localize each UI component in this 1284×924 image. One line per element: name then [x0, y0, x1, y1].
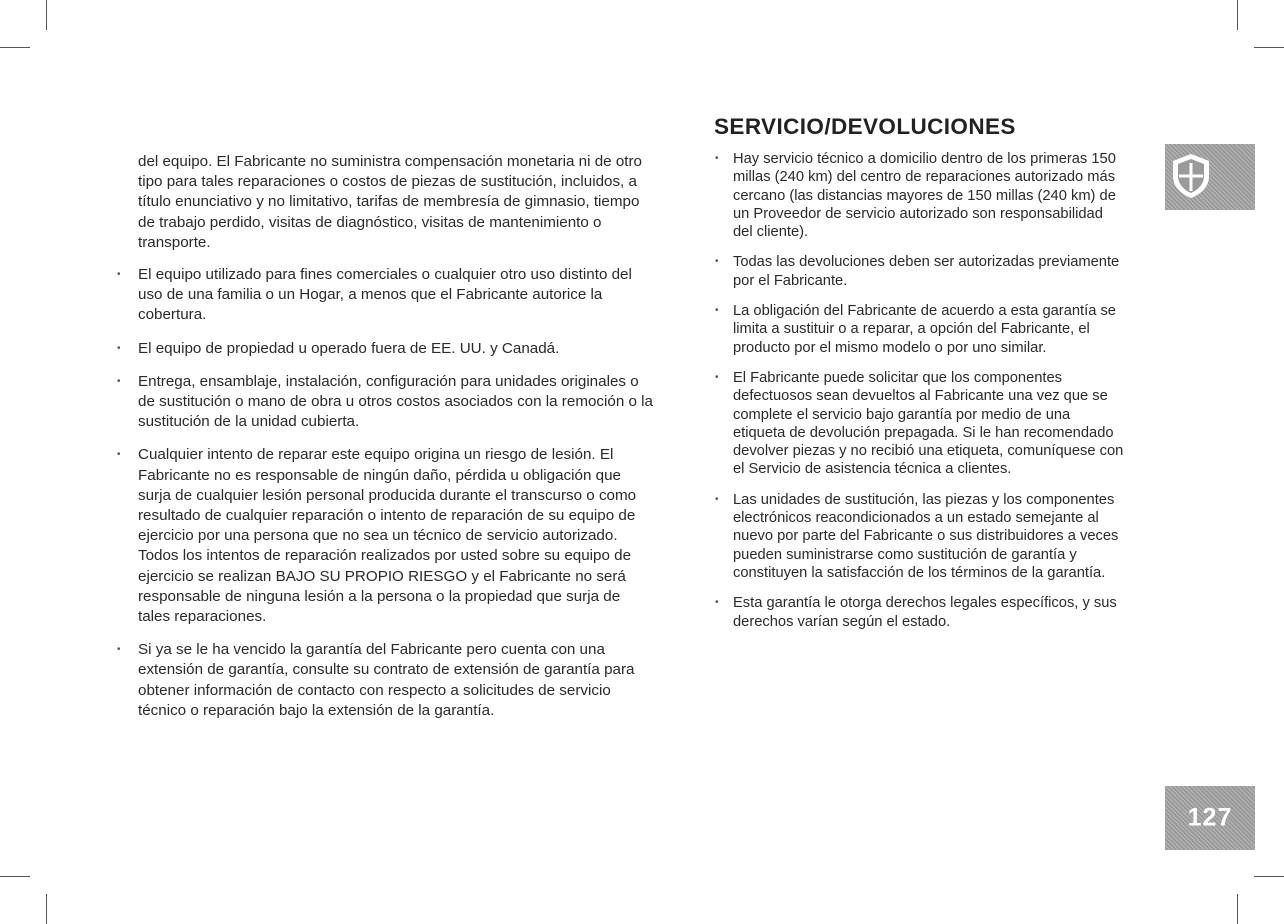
- list-item: • El equipo de propiedad u operado fuera de EE. UU. y Canadá.: [116, 339, 656, 359]
- section-tab: [1165, 144, 1255, 210]
- crop-mark: [1254, 876, 1284, 877]
- list-item: • Esta garantía le otorga derechos legales específicos, y sus derechos varían según el estado.: [714, 594, 1124, 631]
- list-item: • La obligación del Fabricante de acuerdo a esta garantía se limita a sustituir o a reparar, a opción del Fabricante, el producto por el mismo modelo o por uno similar.: [714, 302, 1124, 357]
- service-returns-list: [714, 150, 1124, 631]
- section-heading: SERVICIO/DEVOLUCIONES: [714, 114, 1016, 139]
- crop-mark: [46, 0, 47, 30]
- page-number-tab: [1165, 786, 1255, 850]
- right-column: [714, 114, 1124, 643]
- list-item: • Si ya se le ha vencido la garantía del Fabricante pero cuenta con una extensión de garantía, consulte su contrato de extensión de garantía para obtener información de contacto con respecto a solicitudes de servicio técnico o reparación bajo la extensión de la garantía.: [116, 640, 656, 721]
- crop-mark: [0, 47, 30, 48]
- list-item: • Cualquier intento de reparar este equipo origina un riesgo de lesión. El Fabricante no es responsable de ningún daño, pérdida u obligación que surja de cualquier lesión personal producida durante el transcurso o como resultado de cualquier reparación o intento de reparación de su equipo de ejercicio por una persona que no sea un técnico de servicio autorizado. Todos los intentos de reparación realizados por usted sobre su equipo de ejercicio se realizan BAJO SU PROPIO RIESGO y el Fabricante no será responsable de ninguna lesión a la persona o la propiedad que surja de tales reparaciones.: [116, 445, 656, 627]
- list-item: • Entrega, ensamblaje, instalación, configuración para unidades originales o de sustitución o mano de obra u otros costos asociados con la remoción o la sustitución de la unidad cubierta.: [116, 372, 656, 433]
- left-column: [116, 152, 656, 734]
- page-number: 127: [1187, 803, 1233, 832]
- list-item: • Las unidades de sustitución, las piezas y los componentes electrónicos reacondicionados a un estado semejante al nuevo por parte del Fabricante o sus distribuidores a veces pueden suministrarse como sustitución de garantía y constituyen la satisfacción de los términos de la garantía.: [714, 491, 1124, 582]
- crop-mark: [1237, 0, 1238, 30]
- crop-mark: [1237, 894, 1238, 924]
- lead-paragraph: del equipo. El Fabricante no suministra compensación monetaria ni de otro tipo para tales reparaciones o costos de piezas de sustitución, incluidos, a título enunciativo y no limitativo, tarifas de membresía de gimnasio, tiempo de trabajo perdido, visitas de diagnóstico, visitas de mantenimiento o transporte.: [138, 153, 642, 251]
- crop-mark: [0, 876, 30, 877]
- list-item: • Hay servicio técnico a domicilio dentro de los primeras 150 millas (240 km) del centro de reparaciones autorizado más cercano (las distancias mayores de 150 millas (240 km) de un Proveedor de servicio autorizado son responsabilidad del cliente).: [714, 150, 1124, 241]
- exclusions-list: [116, 265, 656, 721]
- shield-cross-icon: [1167, 151, 1215, 201]
- list-item: • El Fabricante puede solicitar que los componentes defectuosos sean devueltos al Fabricante una vez que se complete el servicio bajo garantía por medio de una etiqueta de devolución prepagada. Si le han recomendado devolver piezas y no recibió una etiqueta, comuníquese con el Servicio de asistencia técnica a clientes.: [714, 369, 1124, 479]
- list-item: • El equipo utilizado para fines comerciales o cualquier otro uso distinto del uso de una familia o un Hogar, a menos que el Fabricante autorice la cobertura.: [116, 265, 656, 326]
- crop-mark: [46, 894, 47, 924]
- list-item: • Todas las devoluciones deben ser autorizadas previamente por el Fabricante.: [714, 253, 1124, 290]
- crop-mark: [1254, 47, 1284, 48]
